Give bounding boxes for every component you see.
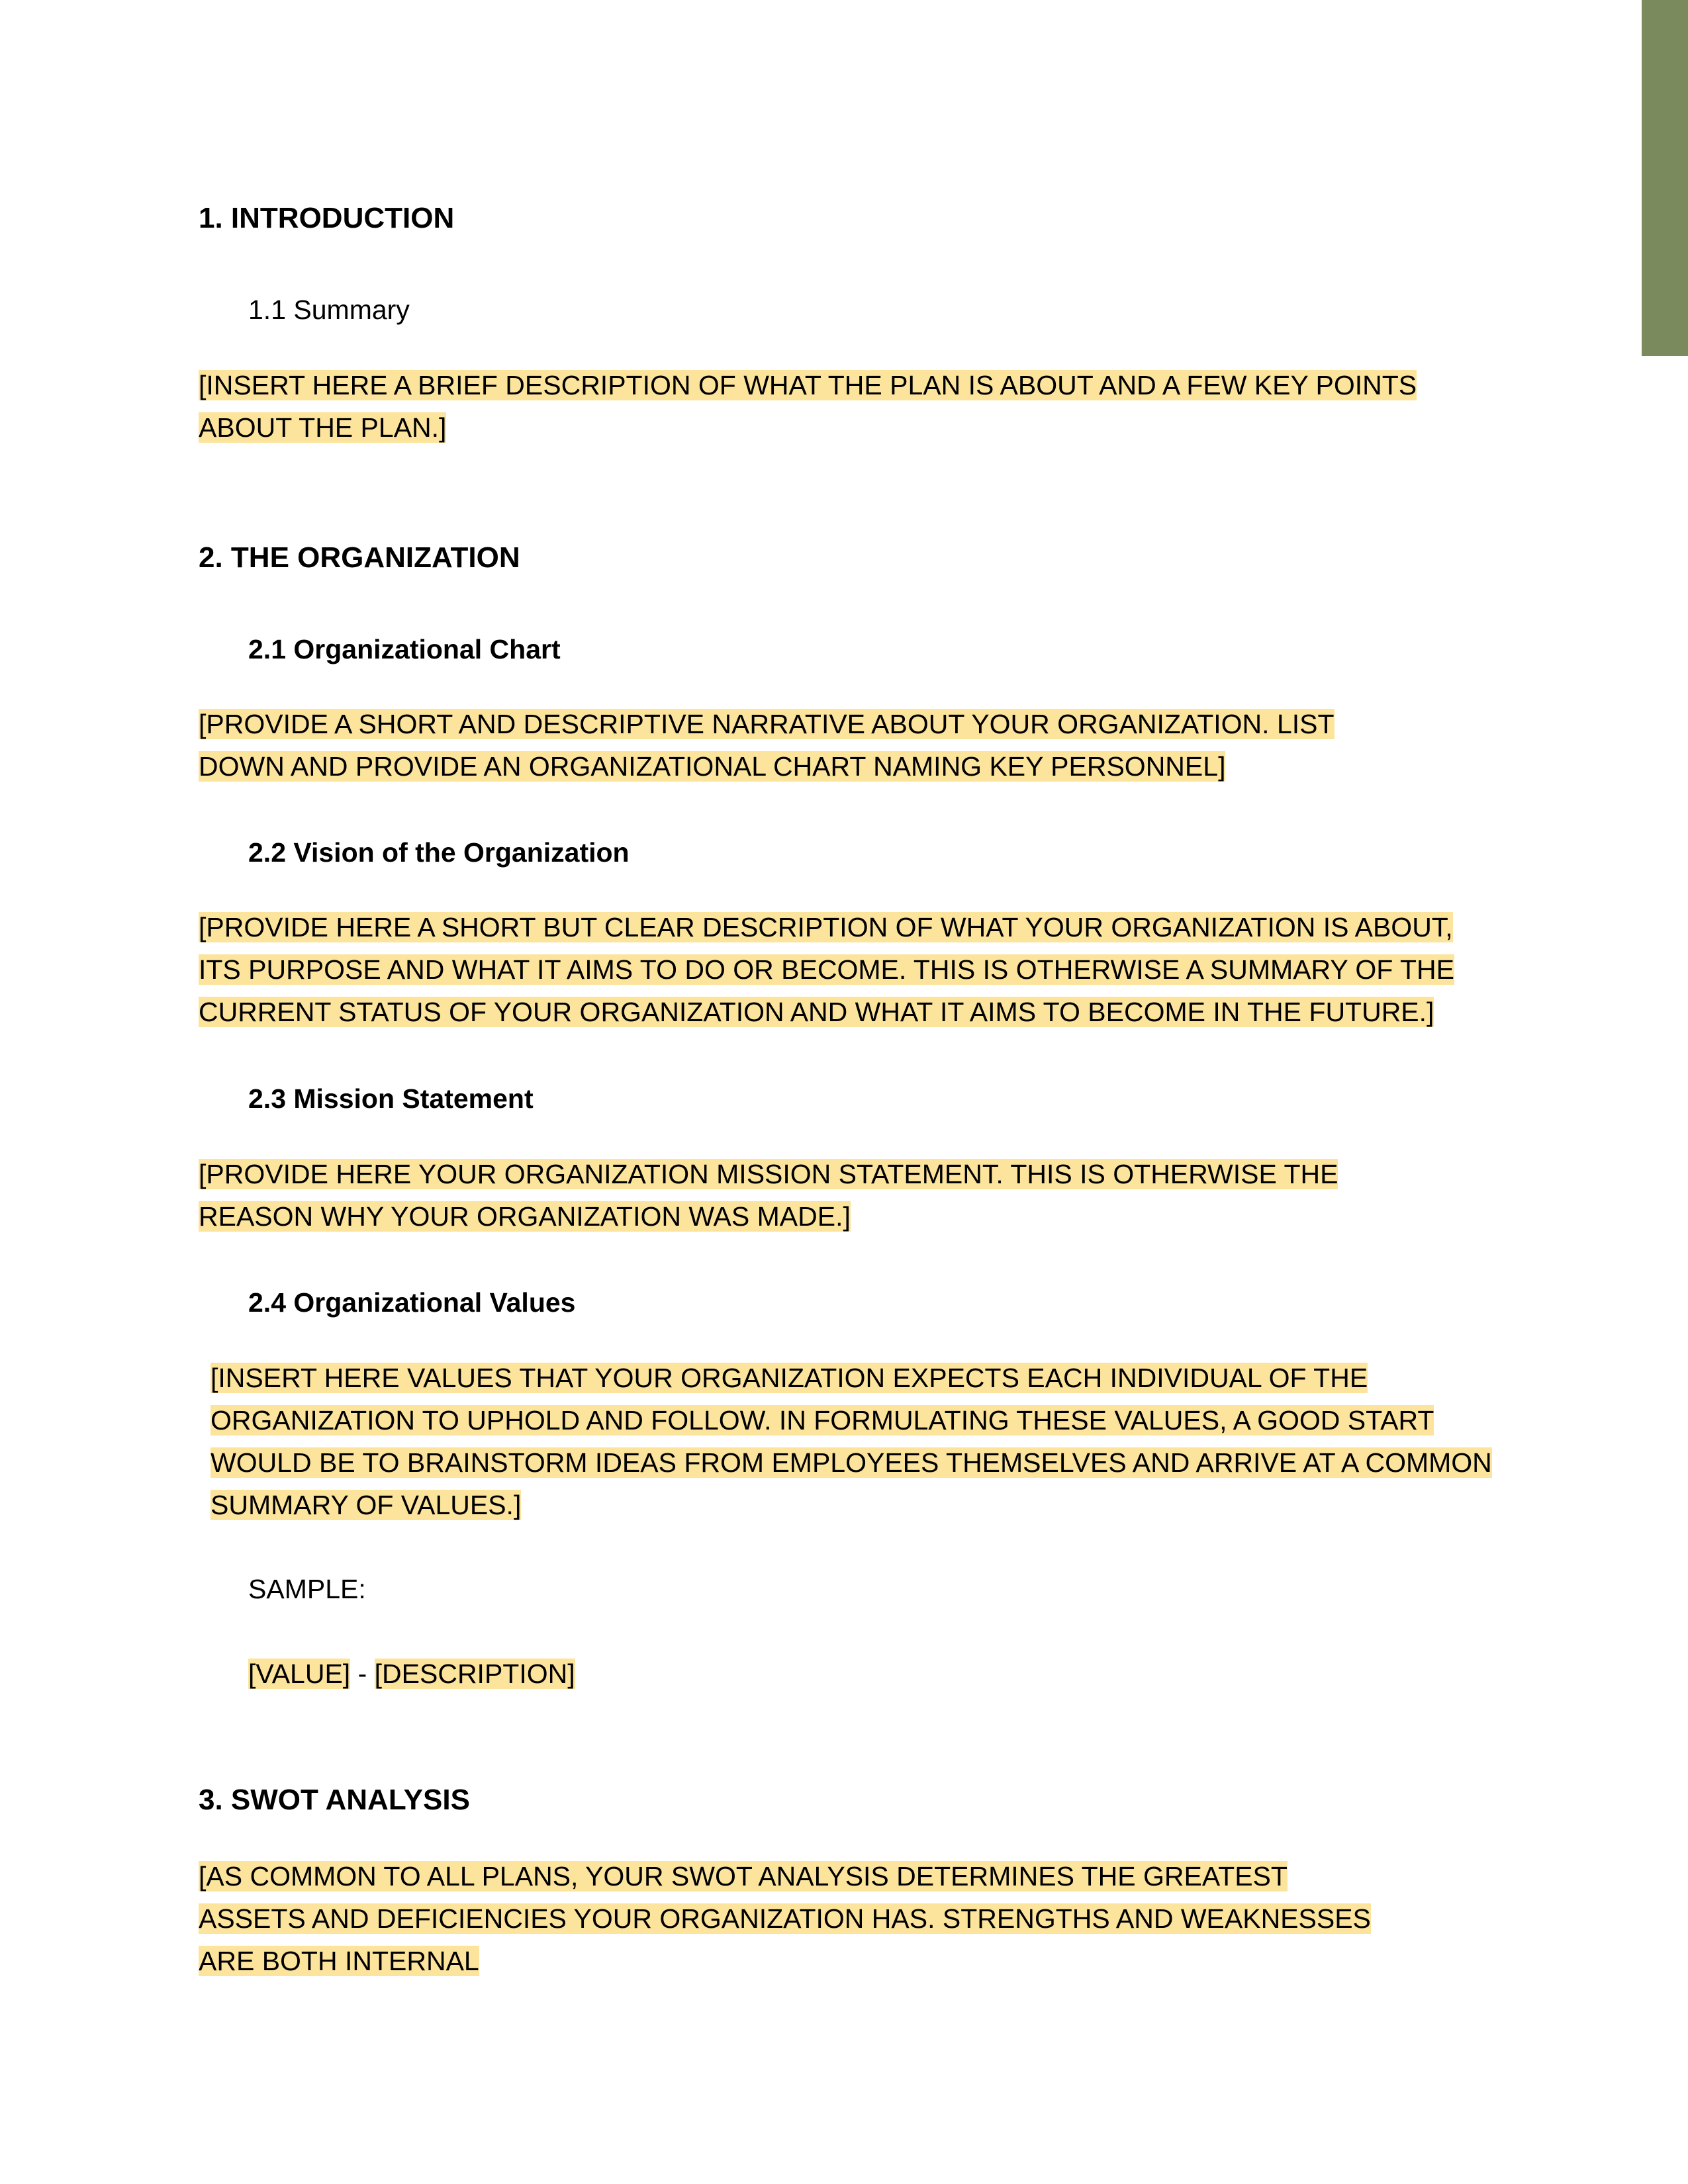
vision-placeholder-text: [PROVIDE HERE A SHORT BUT CLEAR DESCRIPTION OF WHAT YOUR ORGANIZATION IS ABOUT, ITS PURPOSE AND WHAT IT AIMS TO DO OR BECOME. THIS IS OTHERWISE A SUMMARY OF THE CURRENT STATUS OF YOUR ORGANIZATION AND WHAT IT AIMS TO BECOME IN THE FUTURE.] bbox=[199, 912, 1454, 1027]
org-chart-placeholder bbox=[199, 703, 1417, 788]
section-heading-swot: 3. SWOT ANALYSIS bbox=[199, 1784, 470, 1816]
sample-label: SAMPLE: bbox=[248, 1574, 366, 1604]
sample-description: [DESCRIPTION] bbox=[374, 1659, 575, 1689]
section-heading-organization: 2. THE ORGANIZATION bbox=[199, 541, 520, 574]
summary-placeholder-text: [INSERT HERE A BRIEF DESCRIPTION OF WHAT THE PLAN IS ABOUT AND A FEW KEY POINTS ABOUT THE PLAN.] bbox=[199, 370, 1417, 443]
sample-separator: - bbox=[350, 1659, 375, 1689]
mission-placeholder-text: [PROVIDE HERE YOUR ORGANIZATION MISSION STATEMENT. THIS IS OTHERWISE THE REASON WHY YOUR ORGANIZATION WAS MADE.] bbox=[199, 1159, 1338, 1232]
subheading-vision: 2.2 Vision of the Organization bbox=[248, 837, 630, 868]
subheading-mission: 2.3 Mission Statement bbox=[248, 1083, 534, 1114]
subheading-summary: 1.1 Summary bbox=[248, 295, 410, 325]
sample-value: [VALUE] bbox=[248, 1659, 351, 1689]
swot-placeholder-text: [AS COMMON TO ALL PLANS, YOUR SWOT ANALYSIS DETERMINES THE GREATEST ASSETS AND DEFICIENCIES YOUR ORGANIZATION HAS. STRENGTHS AND WEAKNESSES ARE BOTH INTERNAL bbox=[199, 1861, 1371, 1976]
summary-placeholder bbox=[199, 364, 1496, 449]
sample-line bbox=[248, 1653, 1546, 1695]
vision-placeholder bbox=[199, 906, 1496, 1033]
values-placeholder-text: [INSERT HERE VALUES THAT YOUR ORGANIZATION EXPECTS EACH INDIVIDUAL OF THE ORGANIZATION TO UPHOLD AND FOLLOW. IN FORMULATING THESE VALUES, A GOOD START WOULD BE TO BRAINSTORM IDEAS FROM EMPLOYEES THEMSELVES AND ARRIVE AT A COMMON SUMMARY OF VALUES.] bbox=[211, 1363, 1492, 1520]
swot-placeholder bbox=[199, 1855, 1390, 1982]
subheading-values: 2.4 Organizational Values bbox=[248, 1287, 576, 1318]
mission-placeholder bbox=[199, 1153, 1456, 1238]
section-heading-introduction: 1. INTRODUCTION bbox=[199, 202, 455, 234]
accent-bar bbox=[1642, 0, 1688, 356]
org-chart-placeholder-text: [PROVIDE A SHORT AND DESCRIPTIVE NARRATIVE ABOUT YOUR ORGANIZATION. LIST DOWN AND PROVIDE AN ORGANIZATIONAL CHART NAMING KEY PERSONNEL] bbox=[199, 709, 1335, 782]
subheading-org-chart: 2.1 Organizational Chart bbox=[248, 634, 561, 664]
values-placeholder bbox=[211, 1357, 1495, 1526]
